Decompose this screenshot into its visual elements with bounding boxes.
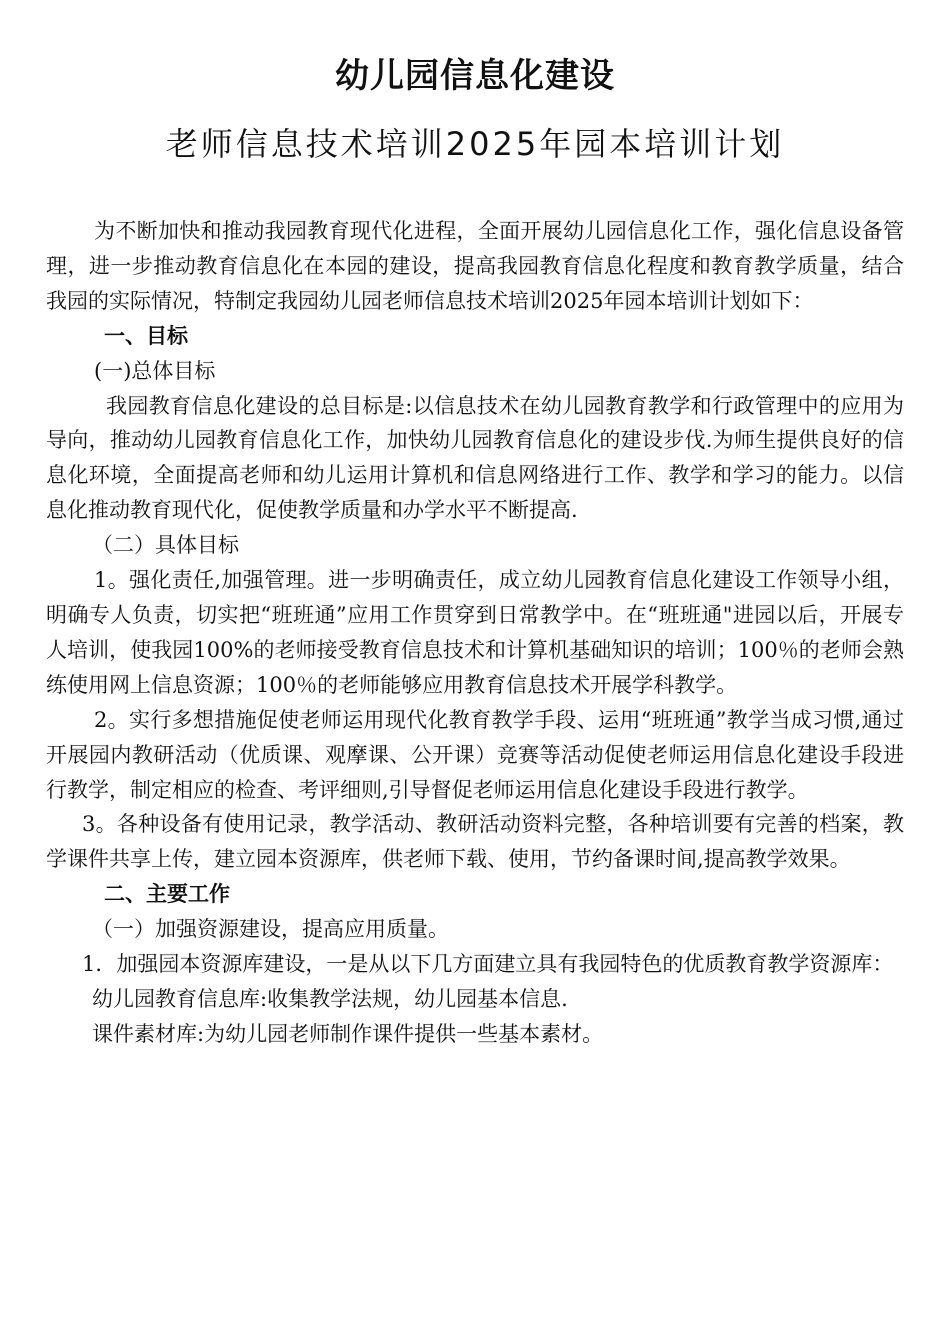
subsection-heading-overall: (一)总体目标 [94, 358, 216, 383]
resource-paragraph-3: 课件素材库:为幼儿园老师制作课件提供一些基本素材。 [92, 1021, 604, 1046]
document-title: 幼儿园信息化建设 [335, 56, 615, 96]
specific-goal-item-2: 2。实行多想措施促使老师运用现代化教育教学手段、运用“班班通”教学当成习惯,通过开展园内教研活动（优质课、观摩课、公开课）竞赛等活动促使老师运用信息化建设手段进行教学，制定相应的检查、考评细则,引导督促老师运用信息化建设手段进行教学。 [46, 707, 904, 802]
subsection-heading-specific: （二）具体目标 [92, 533, 239, 558]
specific-goal-item-1: 1。强化责任,加强管理。进一步明确责任，成立幼儿园教育信息化建设工作领导小组，明确专人负责，切实把“班班通”应用工作贯穿到日常教学中。在“班班通"进园以后，开展专人培训，使我园100%的老师接受教育信息技术和计算机基础知识的培训；100％的老师会熟练使用网上信息资源；100％的老师能够应用教育信息技术开展学科教学。 [46, 568, 904, 697]
resource-paragraph-2: 幼儿园教育信息库:收集教学法规，幼儿园基本信息. [92, 986, 568, 1011]
resource-paragraph-1: 1．加强园本资源库建设，一是从以下几方面建立具有我园特色的优质教育教学资源库： [82, 952, 894, 977]
subsection-heading-resources: （一）加强资源建设，提高应用质量。 [92, 917, 449, 942]
specific-goal-item-3: 3。各种设备有使用记录，教学活动、教研活动资料完整，各种培训要有完善的档案，教学课件共享上传，建立园本资源库，供老师下载、使用，节约备课时间,提高教学效果。 [46, 812, 904, 872]
document-body [46, 214, 904, 1052]
document-subtitle: 老师信息技术培训2025年园本培训计划 [165, 125, 785, 163]
intro-paragraph: 为不断加快和推动我园教育现代化进程，全面开展幼儿园信息化工作，强化信息设备管理，进一步推动教育信息化在本园的建设，提高我园教育信息化程度和教育教学质量，结合我园的实际情况，特制定我园幼儿园老师信息技术培训2025年园本培训计划如下： [46, 219, 904, 313]
section-heading-goals: 一、目标 [104, 323, 188, 348]
overall-goal-paragraph: 我园教育信息化建设的总目标是:以信息技术在幼儿园教育教学和行政管理中的应用为导向，推动幼儿园教育信息化工作，加快幼儿园教育信息化的建设步伐.为师生提供良好的信息化环境，全面提高老师和幼儿运用计算机和信息网络进行工作、教学和学习的能力。以信息化推动教育现代化，促使教学质量和办学水平不断提高. [46, 393, 904, 523]
section-heading-main-work: 二、主要工作 [104, 882, 230, 907]
